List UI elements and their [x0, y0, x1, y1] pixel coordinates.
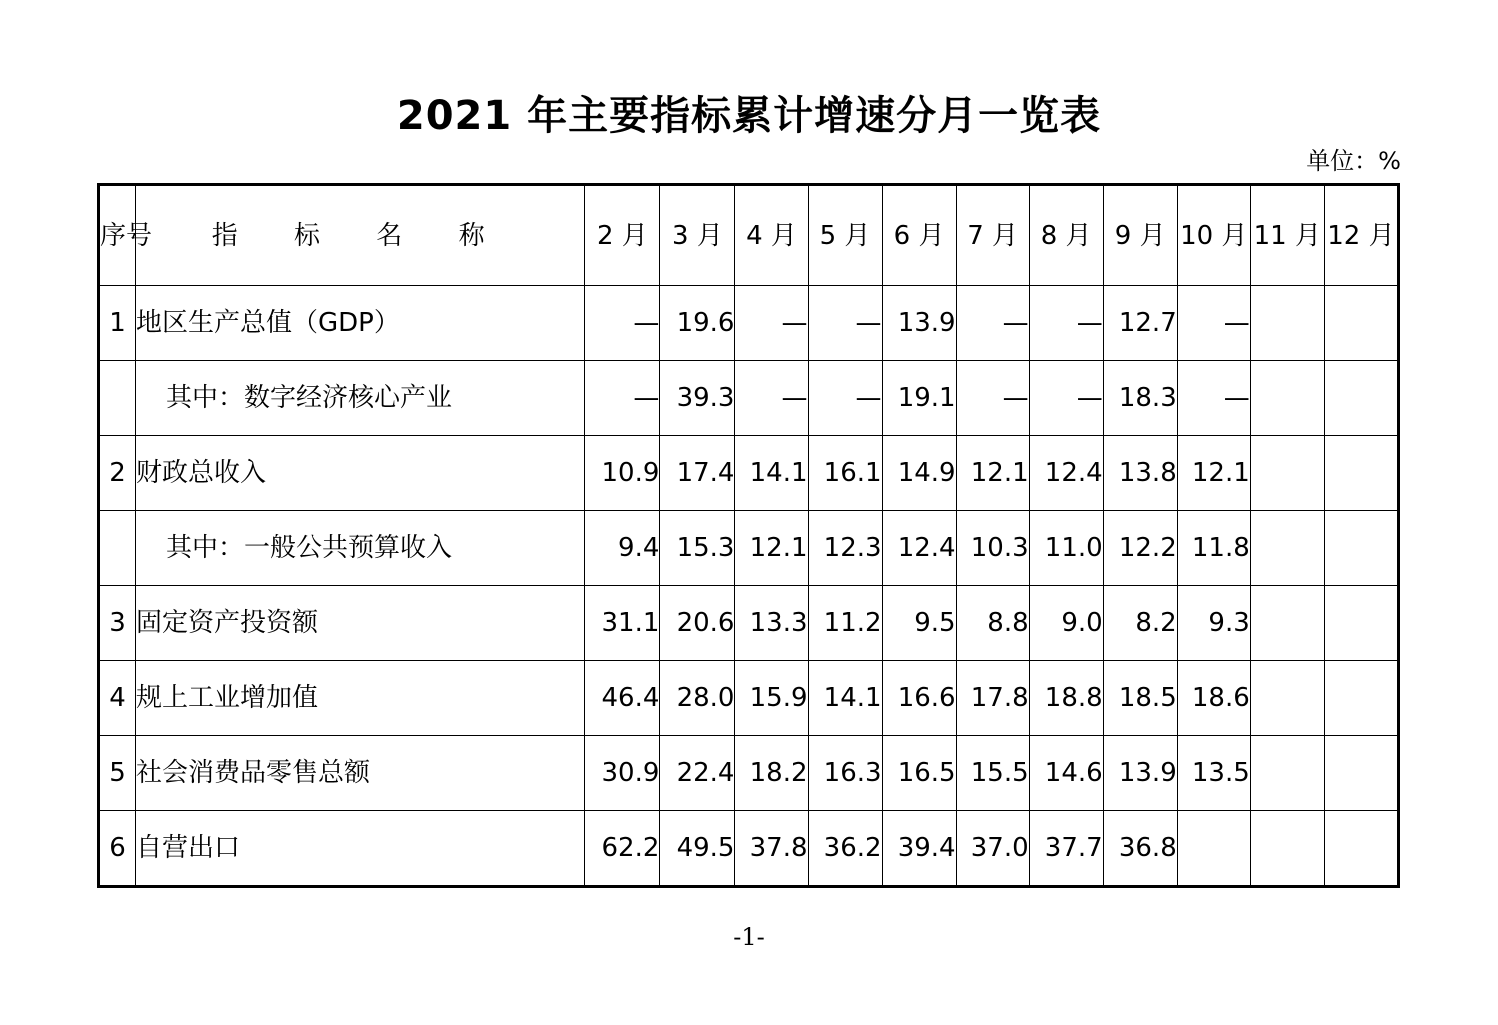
value-cell	[1250, 661, 1324, 736]
value-cell: 39.3	[660, 361, 735, 436]
row-seq: 5	[99, 736, 136, 811]
indicator-name: 地区生产总值（GDP）	[136, 286, 585, 361]
table-row	[99, 436, 1399, 511]
value-cell: 14.1	[735, 436, 808, 511]
indicator-name: 固定资产投资额	[136, 586, 585, 661]
value-cell: 18.3	[1103, 361, 1177, 436]
row-seq: 3	[99, 586, 136, 661]
row-seq	[99, 511, 136, 586]
table-row	[99, 811, 1399, 887]
value-cell	[1324, 511, 1398, 586]
value-cell: 12.1	[735, 511, 808, 586]
table-header-row	[99, 185, 1399, 286]
indicator-name: 财政总收入	[136, 436, 585, 511]
value-cell: 16.5	[882, 736, 956, 811]
value-cell: 16.3	[808, 736, 882, 811]
value-cell: 8.2	[1103, 586, 1177, 661]
value-cell: —	[1029, 361, 1103, 436]
value-cell: 62.2	[585, 811, 660, 887]
value-cell: 11.2	[808, 586, 882, 661]
value-cell: 13.9	[1103, 736, 1177, 811]
value-cell: 11.0	[1029, 511, 1103, 586]
value-cell: 13.3	[735, 586, 808, 661]
value-cell	[1324, 361, 1398, 436]
indicator-name: 其中：数字经济核心产业	[136, 361, 585, 436]
month-header: 7 月	[956, 185, 1029, 286]
table-row	[99, 286, 1399, 361]
value-cell	[1250, 511, 1324, 586]
value-cell	[1250, 736, 1324, 811]
value-cell: 18.5	[1103, 661, 1177, 736]
table-row	[99, 586, 1399, 661]
table-row	[99, 736, 1399, 811]
value-cell: —	[1029, 286, 1103, 361]
value-cell	[1324, 661, 1398, 736]
table-row	[99, 661, 1399, 736]
value-cell: —	[808, 361, 882, 436]
month-header: 8 月	[1029, 185, 1103, 286]
value-cell	[1324, 586, 1398, 661]
indicator-name: 社会消费品零售总额	[136, 736, 585, 811]
value-cell: 12.4	[882, 511, 956, 586]
row-seq: 6	[99, 811, 136, 887]
value-cell: 11.8	[1177, 511, 1250, 586]
value-cell: 8.8	[956, 586, 1029, 661]
value-cell: 36.2	[808, 811, 882, 887]
value-cell: 18.2	[735, 736, 808, 811]
value-cell: —	[956, 286, 1029, 361]
value-cell: 46.4	[585, 661, 660, 736]
value-cell: 36.8	[1103, 811, 1177, 887]
value-cell: 28.0	[660, 661, 735, 736]
value-cell: —	[585, 286, 660, 361]
value-cell: —	[1177, 361, 1250, 436]
value-cell: 19.1	[882, 361, 956, 436]
table-row	[99, 361, 1399, 436]
month-header: 10 月	[1177, 185, 1250, 286]
value-cell: 16.1	[808, 436, 882, 511]
value-cell	[1250, 586, 1324, 661]
value-cell: 9.5	[882, 586, 956, 661]
value-cell: 14.9	[882, 436, 956, 511]
value-cell: 37.0	[956, 811, 1029, 887]
value-cell: 13.8	[1103, 436, 1177, 511]
value-cell	[1250, 436, 1324, 511]
month-header: 2 月	[585, 185, 660, 286]
value-cell: —	[808, 286, 882, 361]
value-cell	[1324, 811, 1398, 887]
month-header: 4 月	[735, 185, 808, 286]
value-cell	[1324, 736, 1398, 811]
row-seq: 1	[99, 286, 136, 361]
value-cell: —	[735, 361, 808, 436]
value-cell: —	[735, 286, 808, 361]
value-cell: 31.1	[585, 586, 660, 661]
value-cell: 15.3	[660, 511, 735, 586]
value-cell: 37.8	[735, 811, 808, 887]
value-cell: 13.5	[1177, 736, 1250, 811]
row-seq	[99, 361, 136, 436]
value-cell	[1324, 286, 1398, 361]
month-header: 12 月	[1324, 185, 1398, 286]
page-title: 2021 年主要指标累计增速分月一览表	[396, 93, 1102, 139]
row-seq: 4	[99, 661, 136, 736]
indicator-name: 自营出口	[136, 811, 585, 887]
value-cell: 14.1	[808, 661, 882, 736]
value-cell: 39.4	[882, 811, 956, 887]
month-header: 3 月	[660, 185, 735, 286]
value-cell: 9.4	[585, 511, 660, 586]
value-cell: 17.8	[956, 661, 1029, 736]
value-cell	[1250, 361, 1324, 436]
value-cell: —	[1177, 286, 1250, 361]
unit-label: 单位：%	[1306, 147, 1401, 175]
month-header: 11 月	[1250, 185, 1324, 286]
value-cell: 49.5	[660, 811, 735, 887]
indicator-table	[97, 183, 1400, 888]
value-cell: 17.4	[660, 436, 735, 511]
value-cell	[1324, 436, 1398, 511]
value-cell: 12.3	[808, 511, 882, 586]
value-cell: 9.0	[1029, 586, 1103, 661]
value-cell: 15.9	[735, 661, 808, 736]
value-cell: 12.1	[1177, 436, 1250, 511]
value-cell	[1250, 811, 1324, 887]
value-cell: —	[585, 361, 660, 436]
value-cell: 14.6	[1029, 736, 1103, 811]
indicator-name: 其中：一般公共预算收入	[136, 511, 585, 586]
value-cell: 16.6	[882, 661, 956, 736]
page-number: -1-	[733, 923, 765, 951]
value-cell: 22.4	[660, 736, 735, 811]
table-row	[99, 511, 1399, 586]
month-header: 5 月	[808, 185, 882, 286]
name-header: 指 标 名 称	[136, 185, 585, 286]
value-cell: 12.1	[956, 436, 1029, 511]
value-cell: 9.3	[1177, 586, 1250, 661]
value-cell: —	[956, 361, 1029, 436]
value-cell: 30.9	[585, 736, 660, 811]
month-header: 6 月	[882, 185, 956, 286]
table-body	[99, 286, 1399, 887]
value-cell: 12.2	[1103, 511, 1177, 586]
value-cell: 10.3	[956, 511, 1029, 586]
value-cell: 12.4	[1029, 436, 1103, 511]
indicator-name: 规上工业增加值	[136, 661, 585, 736]
value-cell: 12.7	[1103, 286, 1177, 361]
value-cell: 13.9	[882, 286, 956, 361]
value-cell: 18.8	[1029, 661, 1103, 736]
value-cell: 15.5	[956, 736, 1029, 811]
value-cell: 37.7	[1029, 811, 1103, 887]
value-cell	[1177, 811, 1250, 887]
month-header: 9 月	[1103, 185, 1177, 286]
value-cell	[1250, 286, 1324, 361]
value-cell: 18.6	[1177, 661, 1250, 736]
value-cell: 20.6	[660, 586, 735, 661]
row-seq: 2	[99, 436, 136, 511]
seq-header: 序号	[99, 185, 136, 286]
value-cell: 19.6	[660, 286, 735, 361]
value-cell: 10.9	[585, 436, 660, 511]
